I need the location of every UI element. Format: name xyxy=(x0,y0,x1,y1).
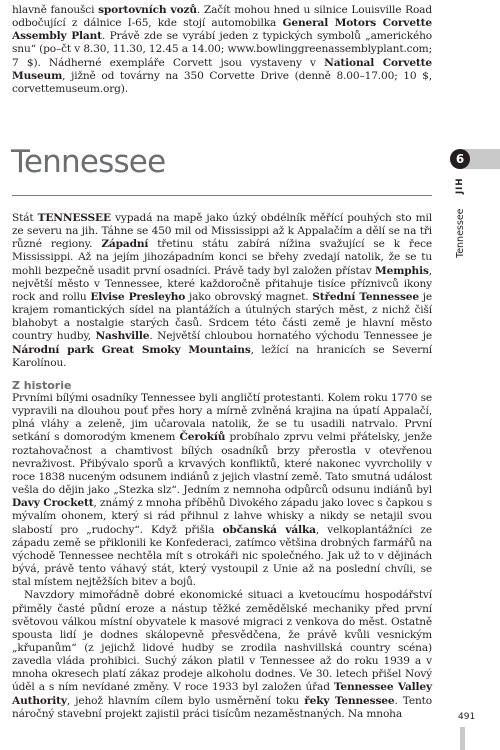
bold-term: General Motors Corvette Assembly Plant xyxy=(12,17,432,43)
history-paragraph-1: Prvními bílými osadníky Tennessee byli angličtí protestanti. Kolem roku 1770 se vypravili na dlouhou pouť přes hory a mírně zvlněná krajina na úpatí Appalačí, plná vláhy a zeleně, jim učarovala natolik, že se tu usadili natrvalo. První setkání s domorodým kmenem Čerokíů probíhalo zprvu velmi přátelsky, jenže roztahovačnost a chamtivost bílých osadníků brzy přerostla v otevřenou nevraživost. Přibývalo sporů a krvavých konfliktů, které nakonec vyvrcholily v roce 1838 nuceným odsunem indiánů z jejich vlastní země. Tato smutná událost vešla do dějin jako „Stezka slz“. Jedním z nemnoha odpůrců odsunu indiánů byl Davy Crockett, známý z mnoha příběhů Divokého západu jako lovec s čapkou s mývalím ohonem, který si rád přihnul z lahve whisky a nikdy se netajil svou slabostí pro „rudochy“. Když přišla občanská válka, velkoplantážníci ze západu země se přiklonili ke Konfederaci, zatímco většina drobných farmářů na východě Tennessee nechtěla mít s otrokáři nic společného. Jak už to v dějinách bývá, právě tento váhavý stát, který vystoupil z Unie až na poslední chvíli, se stal místem nejtěžších bitev a bojů. xyxy=(12,392,433,589)
bold-term: Národní park Great Smoky Mountains xyxy=(12,343,251,356)
chapter-number: 6 xyxy=(450,149,470,169)
bold-term: TENNESSEE xyxy=(37,212,111,224)
bold-term: občanská válka xyxy=(222,523,316,536)
top-text-block xyxy=(12,4,432,96)
page-number: 491 xyxy=(458,712,476,722)
bold-term: Elvise Presleyho xyxy=(90,290,186,303)
bold-term: Střední Tennessee xyxy=(312,290,419,303)
page-edge-marker xyxy=(460,727,465,750)
intro-block xyxy=(12,212,432,370)
history-heading: Z historie xyxy=(12,379,72,392)
bold-term: řeky Tennessee xyxy=(304,694,395,707)
state-label: Tennessee xyxy=(455,208,466,258)
history-block xyxy=(12,392,432,721)
top-paragraph: hlavně fanoušci sportovních vozů. Začít mohou hned u silnice Louisville Road odbočující z dálnice I-65, kde stojí automobilka General Motors Corvette Assembly Plant. Právě zde se vyrábí jeden z typických symbolů „amerického snu“ (po–čt v 8.30, 11.30, 12.45 a 14.00; www.bowlinggreenassemblyplant.com; 7 $). Nádherné exempláře Corvett jsou vystaveny v National Corvette Museum, jižně od továrny na 350 Corvette Drive (denně 8.00–17.00; 10 $, corvettemuseum.org). xyxy=(12,4,432,95)
bold-term: Západní xyxy=(101,238,149,251)
bold-term: Čerokíů xyxy=(179,431,226,444)
title-rule xyxy=(12,195,432,196)
bold-term: Nashville xyxy=(95,330,150,343)
bold-term: National Corvette Museum xyxy=(12,56,432,82)
bold-term: Tennessee Valley Authority xyxy=(12,681,432,707)
bold-term: sportovních vozů xyxy=(98,4,197,16)
intro-paragraph: Stát TENNESSEE vypadá na mapě jako úzký obdélník měřící pouhých sto mil ze severu na jih. Táhne se 450 mil od Mississippi až k Appalačím a dělí se na tři různé regiony. Západní třetinu státu zabírá nížina svažující se k řece Mississippi. Až na jejím jihozápadním konci se břehy zvedají natolik, že se tu mohli bezpečně usadit první osadníci. Právě tady byl založen přístav Memphis, největší město v Tennessee, které každoročně přitahuje tisíce příznivců ikony rock and rollu Elvise Presleyho jako obrovský magnet. Střední Tennessee je krajem romantických sídel na plantážích a útulných starých měst, z nichž čiší blahobyt a nostalgie starých časů. Srdcem této části země je hlavní město country hudby, Nashville. Největší chloubou hornatého východu Tennessee je Národní park Great Smoky Mountains, ležící na hranicích se Severní Karolínou. xyxy=(12,212,432,369)
bold-term: Memphis xyxy=(375,264,429,277)
history-paragraph-2: Navzdory mimořádně dobré ekonomické situaci a kvetoucímu hospodářství přiměly časté půdní eroze a nástup těžké zemědělské mechaniky před první světovou válkou místní obyvatele k masové migraci z venkova do měst. Ostatně spousta lidí je dodnes skálopevně přesvědčena, že právě kvůli vesnickým „křupanům“ (z jejichž lidové hudby se zrodila nashvillská country scéna) zavedla vláda prohibici. Suchý zákon platil v Tennessee až do roku 1939 a v mnoha okresech platí zákaz prodeje alkoholu dodnes. Ve 30. letech přišel Nový úděl a s ním nevídané změny. V roce 1933 byl založen úřad Tennessee Valley Authority, jehož hlavním cílem bylo usměrnění toku řeky Tennessee. Tento náročný stavební projekt zajistil práci tisícům nezaměstnaných. Na mnoha xyxy=(12,589,432,720)
region-label: JIH xyxy=(455,177,465,194)
bold-term: Davy Crockett xyxy=(12,497,94,510)
section-title: Tennessee xyxy=(11,144,166,180)
